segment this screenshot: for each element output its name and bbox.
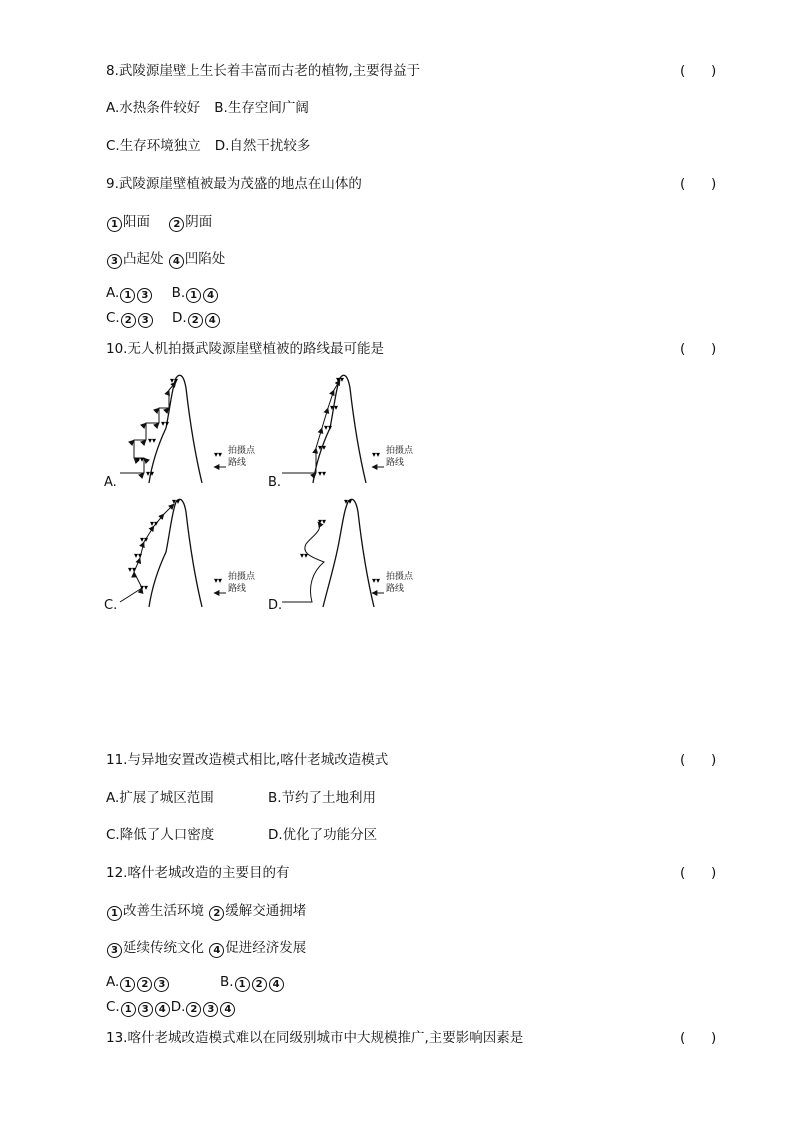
q12-options-row1 [106,973,170,992]
circled-number: 4 [169,254,184,269]
q11-option-d[interactable]: D.优化了功能分区 [268,827,378,843]
q12-items-row2 [106,939,306,958]
legend-route-label: 路线 [386,584,405,594]
circled-number: 4 [205,313,220,328]
option-letter: A. [106,285,120,301]
circled-number: 3 [138,1002,153,1017]
option-letter: D. [170,999,186,1015]
circled-number: 2 [121,313,136,328]
svg-text:▾▾: ▾▾ [318,517,327,526]
cliff-outline [323,499,374,607]
q10-label-a: A. [104,475,117,490]
svg-text:▾▾: ▾▾ [336,375,345,384]
q8-option-c[interactable]: C.生存环境独立 [106,138,201,154]
option-letter: B. [220,974,234,990]
circled-number: 3 [107,943,122,958]
option-letter: C. [106,999,120,1015]
q10-label-b: B. [268,475,282,490]
q8-stem: 8.武陵源崖壁上生长着丰富而古老的植物,主要得益于 [106,63,421,79]
q9-item4: 凹陷处 [184,251,226,267]
q8-options-row1 [106,99,309,117]
option-letter: D. [172,310,187,326]
svg-text:▾▾: ▾▾ [134,551,143,560]
q11-option-b[interactable]: B.节约了土地利用 [268,790,377,806]
circled-number: 4 [220,1002,235,1017]
circled-number: 3 [154,977,169,992]
q12-option-b[interactable] [220,973,285,992]
q13-stem: 13.喀什老城改造模式难以在同级别城市中大规模推广,主要影响因素是 [106,1030,524,1046]
circled-number: 1 [235,977,250,992]
circled-number: 1 [121,1002,136,1017]
option-letter: B. [171,285,186,301]
svg-text:▾▾: ▾▾ [170,376,179,385]
q9-items-row1 [106,213,212,232]
q9-option-b[interactable] [172,285,220,301]
camera-point-icon: ▾▾ [214,450,223,459]
svg-text:▾▾: ▾▾ [161,419,170,428]
q13-answer-paren[interactable]: ( ) [680,1030,717,1046]
svg-text:▾▾: ▾▾ [172,497,181,506]
svg-text:▾▾: ▾▾ [330,403,339,412]
q12-option-d[interactable] [171,999,237,1015]
q10-label-c: C. [104,598,118,613]
circled-number: 2 [252,977,267,992]
q9-options-row1 [106,284,219,303]
svg-text:▾▾: ▾▾ [318,469,327,478]
circled-number: 3 [107,254,122,269]
q12-item2: 缓解交通拥堵 [225,903,307,919]
q9-items-row2 [106,250,225,269]
camera-point-icon: ▾▾ [372,450,381,459]
circled-number: 1 [186,288,201,303]
circled-number: 2 [137,977,152,992]
svg-text:▾▾: ▾▾ [324,423,333,432]
q9-stem: 9.武陵源崖壁植被最为茂盛的地点在山体的 [106,176,362,192]
legend-point-label: 拍摄点 [386,572,414,582]
legend-point-label: 拍摄点 [228,572,256,582]
q12-options-row2 [106,998,236,1017]
circled-number: 4 [269,977,284,992]
circled-number: 4 [209,943,224,958]
circled-number: 2 [188,313,203,328]
legend-route-label: 路线 [228,458,247,468]
q9-item3: 凸起处 [123,251,164,267]
svg-text:▾▾: ▾▾ [150,519,159,528]
circled-number: 2 [186,1002,201,1017]
circled-number: 1 [120,977,135,992]
q9-option-a[interactable] [106,285,153,301]
circled-number: 4 [155,1002,170,1017]
option-letter: C. [106,310,120,326]
q9-options-row2 [106,309,221,328]
legend-point-label: 拍摄点 [386,446,414,456]
circled-number: 4 [203,288,218,303]
q12-item1: 改善生活环境 [123,903,204,919]
svg-text:▾▾: ▾▾ [344,497,353,506]
circled-number: 3 [137,288,152,303]
q8-options-row2 [106,137,310,155]
svg-text:▾▾: ▾▾ [140,535,149,544]
legend-point-label: 拍摄点 [228,446,256,456]
q12-option-c[interactable] [106,999,171,1015]
q12-stem: 12.喀什老城改造的主要目的有 [106,865,290,881]
q8-option-a[interactable]: A.水热条件较好 [106,100,201,116]
svg-text:▾▾: ▾▾ [140,583,149,592]
q10-answer-paren[interactable]: ( ) [680,341,717,357]
svg-text:▾▾: ▾▾ [300,551,309,560]
svg-text:▾▾: ▾▾ [128,565,137,574]
q8-option-d[interactable]: D.自然干扰较多 [214,138,311,154]
q11-stem: 11.与异地安置改造模式相比,喀什老城改造模式 [106,752,389,768]
route-path [282,522,324,602]
cliff-outline [313,375,366,483]
svg-text:▾▾: ▾▾ [136,455,145,464]
q12-item4: 促进经济发展 [225,940,307,956]
circled-number: 3 [203,1002,218,1017]
q12-items-row1 [106,902,306,921]
q12-item3: 延续传统文化 [123,940,204,956]
q9-option-c[interactable] [106,310,154,326]
q11-option-c[interactable]: C.降低了人口密度 [106,827,215,843]
legend-route-label: 路线 [228,584,247,594]
q11-answer-paren[interactable]: ( ) [680,752,717,768]
svg-text:▾▾: ▾▾ [146,469,155,478]
q12-answer-paren[interactable]: ( ) [680,865,717,881]
q10-label-d: D. [268,598,283,613]
q10-stem: 10.无人机拍摄武陵源崖壁植被的路线最可能是 [106,341,384,357]
q9-answer-paren[interactable]: ( ) [680,176,717,192]
q8-option-b[interactable]: B.生存空间广阔 [214,100,309,116]
circled-number: 1 [107,906,122,921]
circled-number: 3 [138,313,153,328]
circled-number: 1 [107,217,122,232]
q11-option-a[interactable]: A.扩展了城区范围 [106,790,214,806]
q9-item2: 阴面 [185,214,213,230]
option-letter: A. [106,974,120,990]
circled-number: 2 [169,217,184,232]
cliff-outline [149,375,202,483]
q8-answer-paren[interactable]: ( ) [680,63,717,79]
circled-number: 1 [120,288,135,303]
svg-text:▾▾: ▾▾ [318,443,327,452]
q9-option-d[interactable] [172,310,221,326]
cliff-outline [149,499,202,607]
q9-item1: 阳面 [123,214,150,230]
legend-route-label: 路线 [386,458,405,468]
circled-number: 2 [209,906,224,921]
svg-text:▾▾: ▾▾ [148,436,157,445]
q12-option-a[interactable] [106,974,170,990]
camera-point-icon: ▾▾ [214,576,223,585]
camera-point-icon: ▾▾ [372,576,381,585]
